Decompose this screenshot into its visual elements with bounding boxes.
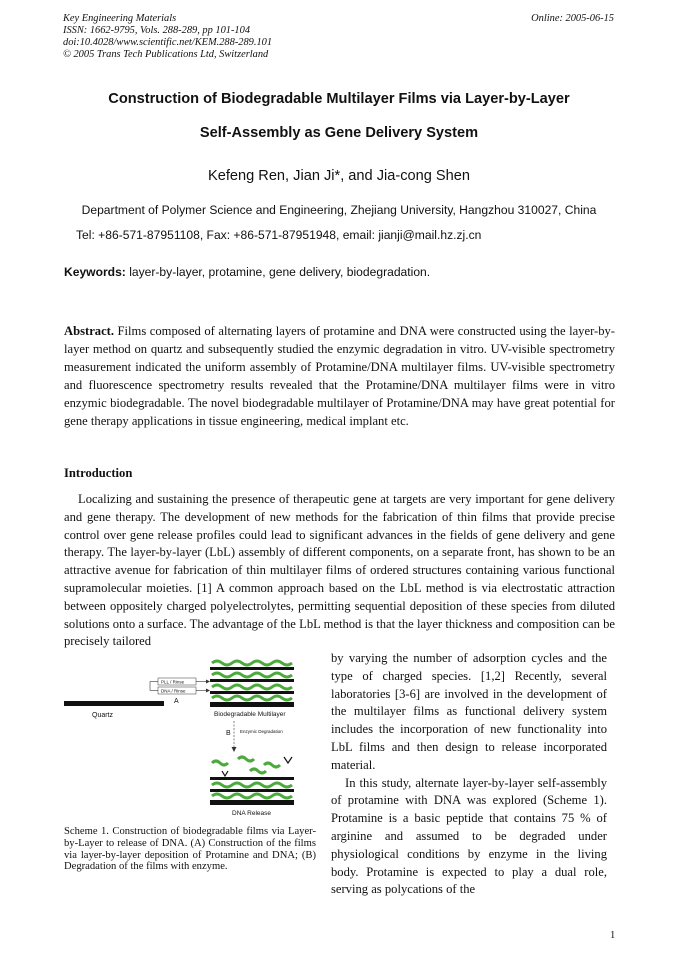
scheme-caption: Scheme 1. Construction of biodegradable films via Layer-by-Layer to release of DNA. (A) Construction of the films via layer-by-layer deposition of Protamine and DNA; (B) Degradation of the films with enzyme. <box>64 826 316 873</box>
released-fragments <box>210 757 294 805</box>
keywords <box>64 265 430 279</box>
keywords-label: Keywords: <box>64 265 126 279</box>
pll-rinse-label: PLL / Rinse <box>161 679 185 685</box>
quartz-label: Quartz <box>92 712 114 719</box>
header-meta <box>63 13 272 61</box>
journal-name: Key Engineering Materials <box>63 13 177 24</box>
introduction-paragraph-2: In this study, alternate layer-by-layer self-assembly of protamine with DNA was explored (Scheme 1). Protamine is a basic peptide that contains 75 % of arginine and assumed to be degraded under physiological conditions by enzyme in the living body. Protamine is expected to play a dual role, serving as polycations of the <box>331 775 607 897</box>
abstract-label: Abstract. <box>64 324 115 338</box>
multilayer-stack <box>210 661 294 707</box>
title-line-2: Self-Assembly as Gene Delivery System <box>199 125 479 141</box>
abstract <box>64 322 615 430</box>
copyright: © 2005 Trans Tech Publications Ltd, Switzerland <box>63 49 269 60</box>
step-b-label: B <box>226 730 231 737</box>
contact-info: Tel: +86-571-87951108, Fax: +86-571-87951948, email: jianji@mail.hz.zj.cn <box>76 228 482 242</box>
authors: Kefeng Ren, Jian Ji*, and Jia-cong Shen <box>207 168 471 184</box>
doi: doi:10.4028/www.scientific.net/KEM.288-289.101 <box>63 37 273 48</box>
page-number: 1 <box>610 930 616 941</box>
introduction-paragraph-1: Localizing and sustaining the presence of therapeutic gene at targets are very important for gene delivery and gene therapy. The development of new methods for the fabrication of thin films that provide precise control over gene release profiles could lead to significant advances in the fields of gene delivery and gene therapy. The layer-by-layer (LbL) assembly of different components, on a separate front, has shown to be an attractive avenue for fabrication of thin multilayer films of ordered structures containing various functional supramolecular moieties. [1] A common approach based on the LbL method is via electrostatic attraction between oppositely charged polyelectrolytes, permitting sequential deposition of these species from diluted solutions onto a surface. The advantage of the LbL method is that the layer thickness and composition can be precisely tailored <box>64 492 615 649</box>
multilayer-label: Biodegradable Multilayer <box>214 711 286 718</box>
dna-rinse-label: DNA / Rinse <box>161 688 186 694</box>
enzyme-label: Enzymic Degradation <box>240 729 283 734</box>
deposition-arrows <box>150 678 210 705</box>
introduction-paragraph-1-continued: by varying the number of adsorption cycles and the type of charged species. [1,2] Recently, several laboratories [3-6] are involved in the development of the multilayer films as functional delivery system includes the incorporation of new functionality into LbL films and then design to release incorporated material. <box>331 651 607 772</box>
title-line-1: Construction of Biodegradable Multilayer Films via Layer-by-Layer <box>108 91 570 107</box>
step-a-label: A <box>174 698 179 705</box>
abstract-text: Films composed of alternating layers of protamine and DNA were constructed using the layer-by-layer method on quartz and subsequently studied the enzymic degradation in vitro. UV-visible spectrometry measurement indicated the uniform assembly of Protamine/DNA multilayer films. UV-visible spectrometry and fluorescence spectrometry results revealed that the Protamine/DNA multilayer films were in vitro enzymic biodegradable. The novel biodegradable multilayer of Protamine/DNA may have great potential for gene therapy applications in tissue engineering, medical implant etc. <box>64 324 615 428</box>
issn: ISSN: 1662-9795, Vols. 288-289, pp 101-104 <box>63 25 251 36</box>
right-column-text <box>331 650 607 899</box>
keywords-text: layer-by-layer, protamine, gene delivery, biodegradation. <box>125 265 431 279</box>
degradation-arrow <box>226 721 283 752</box>
scheme-1-figure <box>62 653 330 823</box>
affiliation: Department of Polymer Science and Engineering, Zhejiang University, Hangzhou 310027, China <box>81 203 597 217</box>
introduction-heading: Introduction <box>64 466 133 480</box>
release-label: DNA Release <box>232 810 272 817</box>
online-date: Online: 2005-06-15 <box>531 13 614 24</box>
quartz-substrate <box>64 701 164 706</box>
